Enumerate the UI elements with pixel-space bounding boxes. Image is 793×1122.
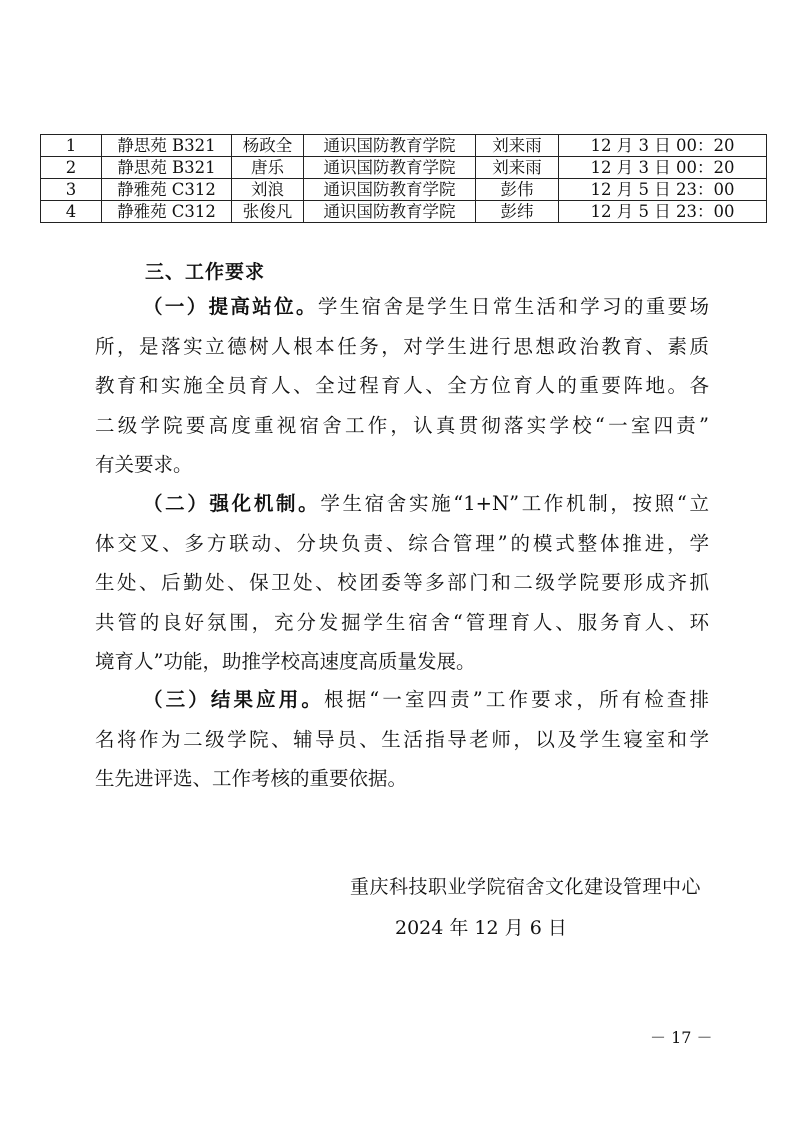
- college-name: 通识国防教育学院: [304, 157, 476, 179]
- table-row: [41, 157, 767, 179]
- issue-date: 2024 年 12 月 6 日: [395, 917, 567, 939]
- row-number: 1: [41, 135, 102, 157]
- table-row: [41, 135, 767, 157]
- paragraph-lead: （三）结果应用。: [143, 688, 324, 711]
- return-time: 12 月 5 日 23：00: [559, 179, 767, 201]
- return-time: 12 月 3 日 00：20: [559, 157, 767, 179]
- paragraph-strengthen-mechanism: [95, 484, 709, 682]
- paragraph-lead: （二）强化机制。: [143, 492, 321, 515]
- paragraph-line: 境育人”功能，助推学校高速度高质量发展。: [95, 650, 476, 673]
- paragraph-line: 所，是落实立德树人根本任务，对学生进行思想政治教育、素质: [95, 334, 709, 358]
- paragraph-line: 生先进评选、工作考核的重要依据。: [95, 767, 408, 790]
- dorm-room: 静思苑 B321: [102, 135, 232, 157]
- row-number: 3: [41, 179, 102, 201]
- dorm-room: 静思苑 B321: [102, 157, 232, 179]
- college-name: 通识国防教育学院: [304, 135, 476, 157]
- counselor-name: 刘来雨: [476, 157, 559, 179]
- counselor-name: 彭纬: [476, 201, 559, 223]
- counselor-name: 彭伟: [476, 179, 559, 201]
- section-heading: 三、工作要求: [145, 261, 266, 283]
- table-row: [41, 179, 767, 201]
- paragraph-line: 学生宿舍是学生日常生活和学习的重要场: [317, 295, 709, 318]
- paragraph-lead: （一）提高站位。: [143, 295, 318, 318]
- paragraph-line: 二级学院要高度重视宿舍工作，认真贯彻落实学校“一室四责”: [95, 413, 709, 437]
- student-name: 刘浪: [232, 179, 304, 201]
- college-name: 通识国防教育学院: [304, 179, 476, 201]
- paragraph-line: 生处、后勤处、保卫处、校团委等多部门和二级学院要形成齐抓: [95, 571, 709, 594]
- paragraph-line: 教育和实施全员育人、全过程育人、全方位育人的重要阵地。各: [95, 374, 709, 397]
- violation-records-table: [40, 134, 767, 223]
- student-name: 张俊凡: [232, 201, 304, 223]
- row-number: 2: [41, 157, 102, 179]
- paragraph-line: 名将作为二级学院、辅导员、生活指导老师，以及学生寝室和学: [95, 727, 709, 751]
- dorm-room: 静雅苑 C312: [102, 179, 232, 201]
- student-name: 唐乐: [232, 157, 304, 179]
- return-time: 12 月 3 日 00：20: [559, 135, 767, 157]
- return-time: 12 月 5 日 23：00: [559, 201, 767, 223]
- page-number: － 17 －: [650, 1028, 713, 1047]
- paragraph-raise-standing: [95, 287, 709, 485]
- paragraph-line: 共管的良好氛围，充分发掘学生宿舍“管理育人、服务育人、环: [95, 610, 709, 634]
- row-number: 4: [41, 201, 102, 223]
- issuer-signature: 重庆科技职业学院宿舍文化建设管理中心: [349, 876, 701, 898]
- college-name: 通识国防教育学院: [304, 201, 476, 223]
- counselor-name: 刘来雨: [476, 135, 559, 157]
- student-name: 杨政全: [232, 135, 304, 157]
- paragraph-line: 有关要求。: [95, 453, 193, 476]
- paragraph-result-application: [95, 680, 709, 799]
- paragraph-line: 学生宿舍实施“1+N”工作机制，按照“立: [320, 492, 709, 515]
- paragraph-line: 根据“一室四责”工作要求，所有检查排: [323, 688, 709, 711]
- dorm-room: 静雅苑 C312: [102, 201, 232, 223]
- paragraph-line: 体交叉、多方联动、分块负责、综合管理”的模式整体推进，学: [95, 531, 709, 555]
- table-row: [41, 201, 767, 223]
